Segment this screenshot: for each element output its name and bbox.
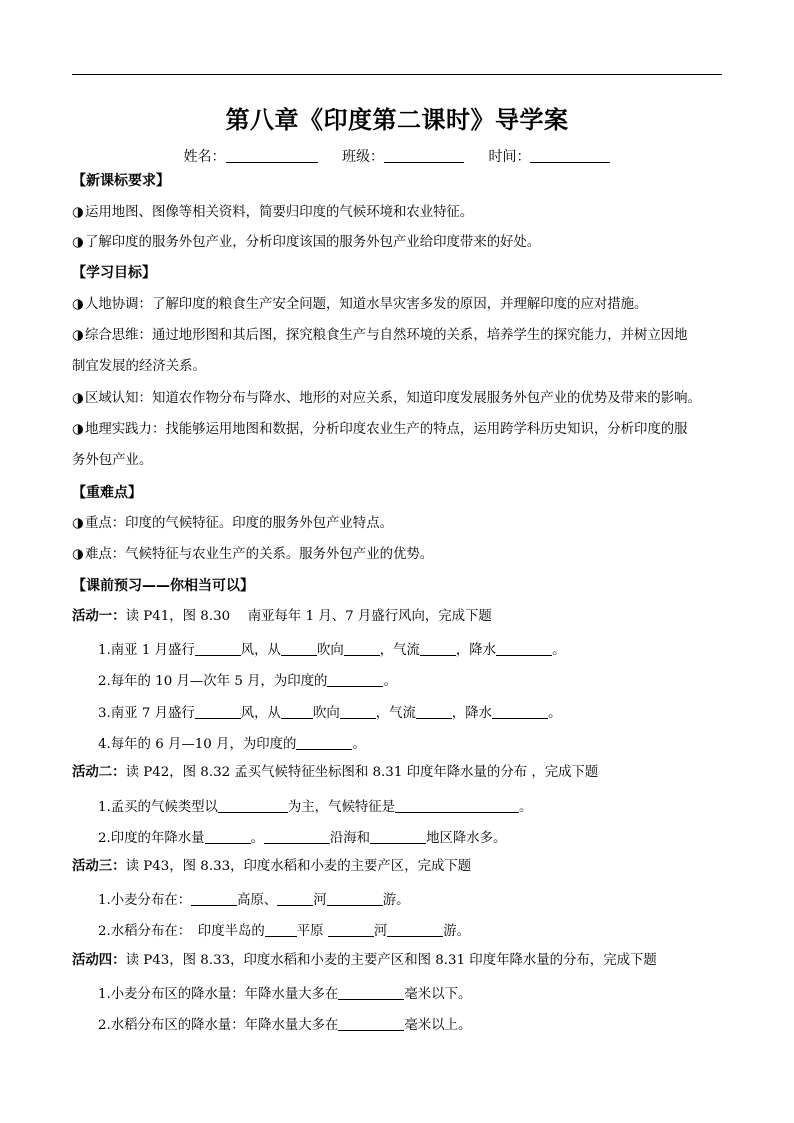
answer-blank[interactable] [265,922,297,937]
bullet-icon: ◑ [72,391,84,406]
answer-blank[interactable] [327,891,383,906]
section-heading-key-points: 【重难点】 [72,485,142,501]
activity-2-prompt: 活动二：读 P42，图 8.32 孟买气候特征坐标图和 8.31 印度年降水量的分布 ，完成下题 [72,765,599,780]
name-field[interactable]: 姓名： [184,146,318,166]
objective-item: ◑综合思维：通过地形图和其后图，探究粮食生产与自然环境的关系，培养学生的探究能力，并树立因地 [72,328,688,343]
bullet-icon: ◑ [72,297,84,312]
activity-1-question-3: 3.南亚 7 月盛行 风，从 吹向 ，气流 ，降水 。 [98,706,562,721]
activity-3-question-1: 1.小麦分布在： 高原、 河 游。 [98,893,410,908]
bullet-icon: ◑ [72,328,84,343]
page-title: 第八章《印度第二课时》导学案 [225,106,569,134]
bullet-icon: ◑ [72,547,84,562]
section-heading-objectives: 【学习目标】 [72,265,156,281]
answer-blank[interactable] [205,829,251,844]
answer-blank[interactable] [296,735,352,750]
answer-blank[interactable] [264,829,330,844]
answer-blank[interactable] [327,672,383,687]
answer-blank[interactable] [338,985,404,1000]
time-blank[interactable] [530,148,610,163]
answer-blank[interactable] [191,891,237,906]
bullet-icon: ◑ [72,205,84,220]
key-point-item: ◑重点：印度的气候特征。印度的服务外包产业特点。 [72,516,393,531]
answer-blank[interactable] [338,1016,404,1031]
activity-1-question-2: 2.每年的 10 月—次年 5 月，为印度的 。 [98,674,397,689]
name-blank[interactable] [226,148,318,163]
section-heading-preview: 【课前预习——你相当可以】 [72,578,254,594]
answer-blank[interactable] [496,641,552,656]
answer-blank[interactable] [395,798,519,813]
activity-4-prompt: 活动四：读 P43，图 8.33，印度水稻和小麦的主要产区和图 8.31 印度年降水量的分布，完成下题 [72,953,657,968]
answer-blank[interactable] [416,704,452,719]
class-field[interactable]: 班级： [342,146,464,166]
standards-item: ◑了解印度的服务外包产业，分析印度该国的服务外包产业给印度带来的好处。 [72,235,541,250]
answer-blank[interactable] [195,704,241,719]
objective-item: ◑地理实践力：找能够运用地图和数据，分析印度农业生产的特点，运用跨学科历史知识，分析印度的服 [72,422,688,437]
objective-item: ◑区域认知：知道农作物分布与降水、地形的对应关系，知道印度发展服务外包产业的优势及带来的影响。 [72,391,701,406]
student-info-row [0,146,794,166]
activity-4-question-1: 1.小麦分布区的降水量：年降水量大多在 毫米以下。 [98,987,472,1002]
activity-4-question-2: 2.水稻分布区的降水量：年降水量大多在 毫米以上。 [98,1018,472,1033]
activity-3-question-2: 2.水稻分布在： 印度半岛的 平原 河 游。 [98,924,470,939]
bullet-icon: ◑ [72,422,84,437]
standards-item: ◑运用地图、图像等相关资料，简要归印度的气候环境和农业特征。 [72,205,474,220]
activity-1-question-4: 4.每年的 6 月—10 月，为印度的 。 [98,737,366,752]
answer-blank[interactable] [277,891,313,906]
answer-blank[interactable] [492,704,548,719]
answer-blank[interactable] [281,641,317,656]
answer-blank[interactable] [195,641,241,656]
objective-item-cont: 务外包产业。 [72,453,153,468]
objective-item-cont: 制宜发展的经济关系。 [72,359,206,374]
section-heading-standards: 【新课标要求】 [72,173,170,189]
activity-1-prompt: 活动一：读 P41，图 8.30 南亚每年 1 月、7 月盛行风向，完成下题 [72,609,492,624]
objective-item: ◑人地协调：了解印度的粮食生产安全问题，知道水旱灾害多发的原因，并理解印度的应对措施。 [72,297,648,312]
answer-blank[interactable] [387,922,443,937]
activity-2-question-1: 1.孟买的气候类型以 为主，气候特征是 。 [98,800,533,815]
answer-blank[interactable] [328,922,374,937]
bullet-icon: ◑ [72,516,84,531]
activity-1-question-1: 1.南亚 1 月盛行 风，从 吹向 ，气流 ，降水 。 [98,643,566,658]
answer-blank[interactable] [340,704,376,719]
answer-blank[interactable] [218,798,288,813]
key-point-item: ◑难点：气候特征与农业生产的关系。服务外包产业的优势。 [72,547,434,562]
answer-blank[interactable] [281,704,313,719]
time-field[interactable]: 时间： [488,146,610,166]
activity-3-prompt: 活动三：读 P43，图 8.33，印度水稻和小麦的主要产区，完成下题 [72,859,472,874]
answer-blank[interactable] [370,829,426,844]
bullet-icon: ◑ [72,235,84,250]
answer-blank[interactable] [344,641,380,656]
class-blank[interactable] [384,148,464,163]
header-rule [72,74,722,75]
activity-2-question-2: 2.印度的年降水量 。 沿海和 地区降水多。 [98,831,507,846]
answer-blank[interactable] [420,641,456,656]
